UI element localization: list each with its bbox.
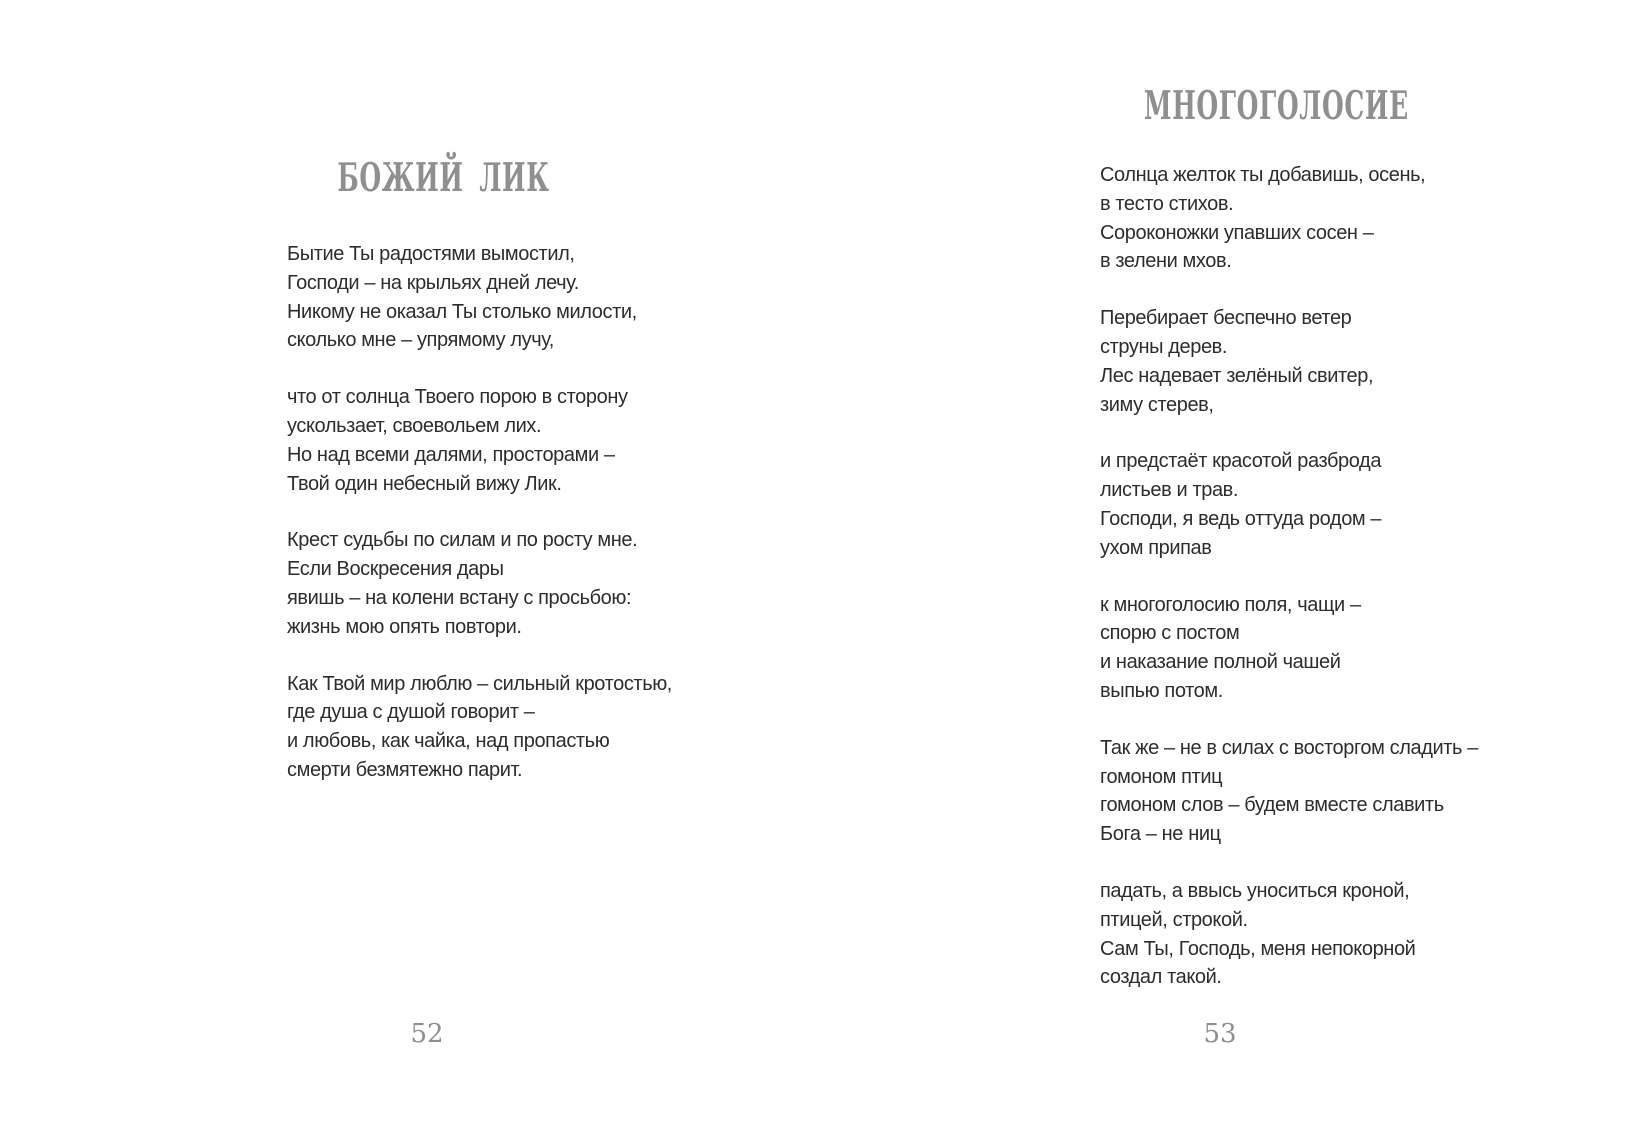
right-poem-title: МНОГОГОЛОСИЕ xyxy=(1143,83,1409,129)
poem-line: листьев и трав. xyxy=(1100,479,1239,502)
stanza xyxy=(287,670,672,785)
poem-line: Сороконожки упавших сосен – xyxy=(1100,221,1374,244)
poem-line: Солнца желток ты добавишь, осень, xyxy=(1100,164,1426,186)
left-page-number: 52 xyxy=(410,1019,444,1049)
poem-line: Господи, я ведь оттуда родом – xyxy=(1100,507,1382,530)
poem-line: Но над всеми далями, просторами – xyxy=(287,443,615,466)
poem-line: и наказание полной чашей xyxy=(1100,651,1341,674)
right-poem-body xyxy=(1100,161,1478,1020)
poem-line: Лес надевает зелёный свитер, xyxy=(1100,364,1374,387)
right-page-number: 53 xyxy=(1203,1019,1237,1049)
poem-line: Перебирает беспечно ветер xyxy=(1100,307,1352,330)
poem-line: зиму стерев, xyxy=(1100,393,1214,416)
poem-line: к многоголосию поля, чащи – xyxy=(1100,593,1361,616)
poem-line: где душа с душой говорит – xyxy=(287,701,535,724)
poem-line: Так же – не в силах с восторгом сладить – xyxy=(1100,736,1478,759)
stanza xyxy=(287,240,672,355)
stanza xyxy=(287,383,672,498)
stanza xyxy=(1100,877,1478,992)
poem-line: гомоном слов – будем вместе славить xyxy=(1100,794,1444,817)
stanza xyxy=(1100,304,1478,419)
left-poem-title: БОЖИЙ ЛИК xyxy=(337,155,550,201)
poem-line: гомоном птиц xyxy=(1100,765,1223,788)
poem-line: струны дерев. xyxy=(1100,335,1228,358)
poem-line: падать, а ввысь уноситься кроной, xyxy=(1100,879,1410,902)
left-poem-body xyxy=(287,240,672,813)
stanza xyxy=(1100,447,1478,562)
poem-line: Никому не оказал Ты столько милости, xyxy=(287,300,637,323)
poem-line: Как Твой мир люблю – сильный кротостью, xyxy=(287,672,672,695)
poem-line: сколько мне – упрямому лучу, xyxy=(287,329,554,352)
poem-line: Бытие Ты радостями вымостил, xyxy=(287,243,575,265)
stanza xyxy=(1100,734,1478,849)
poem-line: ухом припав xyxy=(1100,536,1212,559)
poem-line: спорю с постом xyxy=(1100,622,1240,645)
poem-line: ускользает, своевольем лих. xyxy=(287,414,542,437)
poem-line: что от солнца Твоего порою в сторону xyxy=(287,386,628,409)
poem-line: Крест судьбы по силам и по росту мне. xyxy=(287,529,638,552)
stanza xyxy=(1100,161,1478,276)
stanza xyxy=(287,526,672,641)
poem-line: и предстаёт красотой разброда xyxy=(1100,450,1382,473)
poem-line: птицей, строкой. xyxy=(1100,908,1248,931)
poem-line: Бога – не ниц xyxy=(1100,823,1221,846)
poem-line: создал такой. xyxy=(1100,966,1222,989)
poem-line: смерти безмятежно парит. xyxy=(287,758,523,781)
poem-line: выпью потом. xyxy=(1100,679,1223,702)
poem-line: и любовь, как чайка, над пропастью xyxy=(287,730,610,753)
poem-line: жизнь мою опять повтори. xyxy=(287,615,522,638)
poem-line: Если Воскресения дары xyxy=(287,558,504,581)
poem-line: Твой один небесный вижу Лик. xyxy=(287,472,562,495)
poem-line: в зелени мхов. xyxy=(1100,250,1232,273)
poem-line: Господи – на крыльях дней лечу. xyxy=(287,271,579,294)
poem-line: явишь – на колени встану с просьбою: xyxy=(287,586,632,609)
poem-line: Сам Ты, Господь, меня непокорной xyxy=(1100,937,1416,960)
poem-line: в тесто стихов. xyxy=(1100,192,1234,215)
stanza xyxy=(1100,591,1478,706)
